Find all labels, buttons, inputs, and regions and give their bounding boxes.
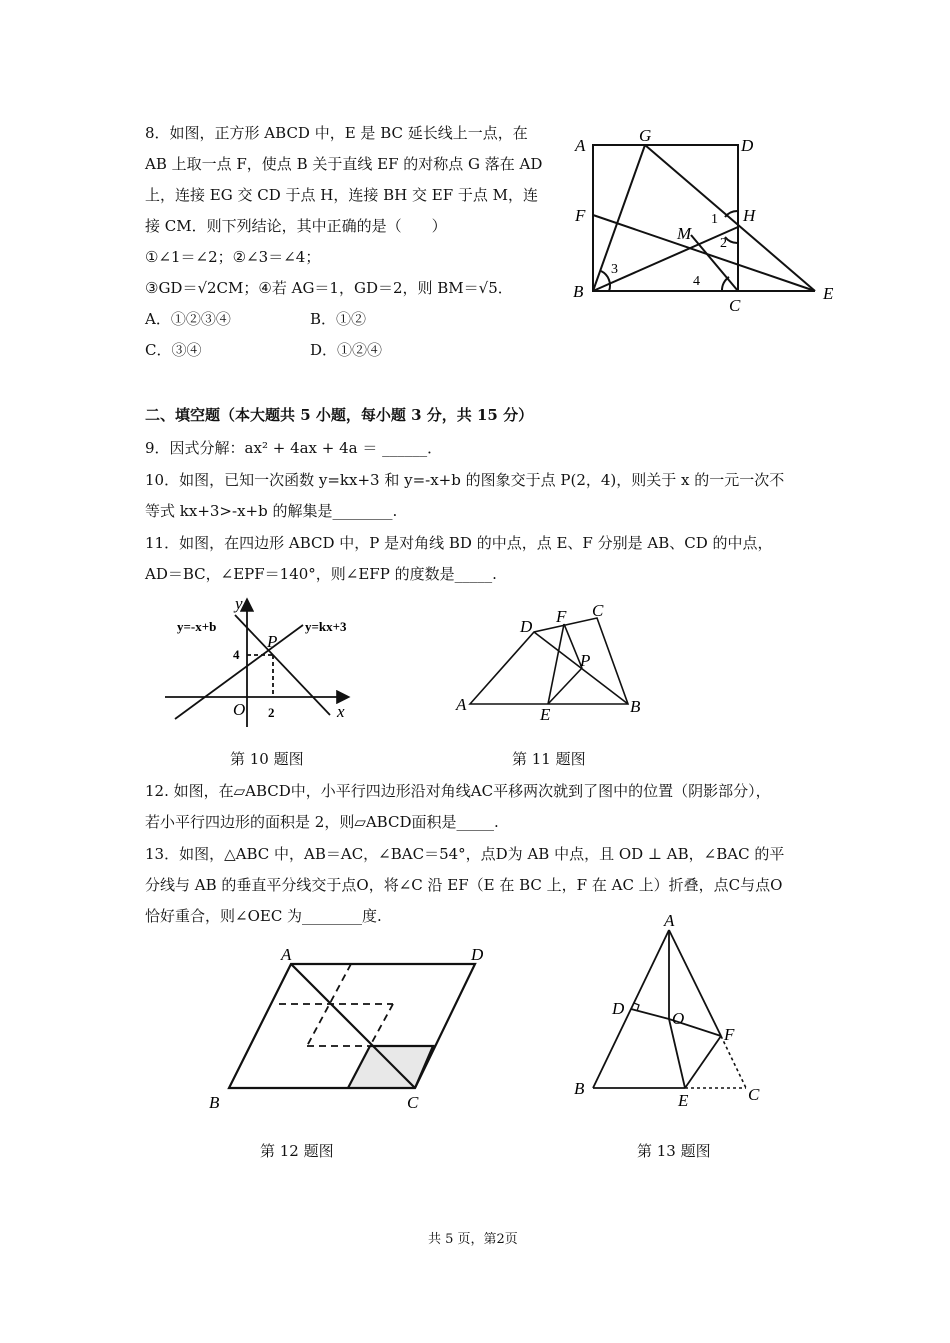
q8-angle-1: 1 <box>711 212 718 227</box>
q13-line-3: 恰好重合，则∠OEC 为________度. <box>145 907 382 925</box>
q13-line-2: 分线与 AB 的垂直平分线交于点O，将∠C 沿 EF（E 在 BC 上，F 在 AC 上）折叠，点C与点O <box>145 876 783 894</box>
q8-label-g: G <box>639 126 652 145</box>
q8-angle-4: 4 <box>693 274 700 289</box>
q8-line-4: 接 CM．则下列结论，其中正确的是（ ） <box>145 217 447 235</box>
q12-label-d: D <box>471 945 484 964</box>
q10-label-p: P <box>267 632 278 651</box>
q8-line-3: 上，连接 EG 交 CD 于点 H，连接 BH 交 EF 于点 M，连 <box>145 186 539 204</box>
q8-line-5: ①∠1＝∠2；②∠3＝∠4； <box>145 248 321 266</box>
q9-text: 9．因式分解：ax² + 4ax + 4a ＝ ______． <box>145 439 443 457</box>
q13-caption: 第 13 题图 <box>637 1142 711 1160</box>
q8-line-1: 8．如图，正方形 ABCD 中，E 是 BC 延长线上一点，在 <box>145 124 528 142</box>
q12-label-b: B <box>209 1093 220 1112</box>
section2-title: 二、填空题（本大题共 5 小题，每小题 3 分，共 15 分） <box>145 406 534 424</box>
q11-line-1: 11．如图，在四边形 ABCD 中，P 是对角线 BD 的中点，点 E、F 分别是 AB、CD 的中点， <box>145 534 773 552</box>
q8-option-b: B．①② <box>310 310 367 328</box>
q8-figure <box>565 125 855 315</box>
q8-angle-3: 3 <box>611 262 618 277</box>
q13-label-o: O <box>672 1009 685 1028</box>
q12-figure <box>205 938 505 1113</box>
q11-caption: 第 11 题图 <box>512 750 586 768</box>
q13-label-d: D <box>612 999 625 1018</box>
q11-label-c: C <box>592 601 604 620</box>
q11-line-2: AD＝BC，∠EPF＝140°，则∠EFP 的度数是_____. <box>145 565 497 583</box>
q13-label-f: F <box>724 1025 735 1044</box>
q10-caption: 第 10 题图 <box>230 750 304 768</box>
q10-label-4: 4 <box>233 647 240 662</box>
q13-label-e: E <box>678 1091 689 1110</box>
q11-label-d: D <box>520 617 533 636</box>
q8-option-d: D．①②④ <box>310 341 383 359</box>
q12-line-1: 12. 如图，在▱ABCD中，小平行四边形沿对角线AC平移两次就到了图中的位置（阴影部分）， <box>145 782 771 800</box>
q13-line-1: 13．如图，△ABC 中，AB＝AC，∠BAC＝54°，点D为 AB 中点，且 OD ⊥ AB，∠BAC 的平 <box>145 845 785 863</box>
q8-label-c: C <box>729 296 741 315</box>
q8-line-6: ③GD＝√2CM；④若 AG＝1，GD＝2，则 BM＝√5． <box>145 279 513 297</box>
q11-label-a: A <box>456 695 467 714</box>
q10-line-2: 等式 kx+3>-x+b 的解集是________. <box>145 502 398 520</box>
q8-label-d: D <box>741 136 754 155</box>
q8-label-h: H <box>743 206 756 225</box>
q10-label-line2: y=kx+3 <box>305 619 347 634</box>
q8-line-2: AB 上取一点 F，使点 B 关于直线 EF 的对称点 G 落在 AD <box>145 155 543 173</box>
q10-label-y: y <box>235 594 243 613</box>
q13-figure <box>570 910 780 1110</box>
q12-caption: 第 12 题图 <box>260 1142 334 1160</box>
q13-label-b: B <box>574 1079 585 1098</box>
q12-label-c: C <box>407 1093 419 1112</box>
q10-line-1: 10．如图，已知一次函数 y=kx+3 和 y=-x+b 的图象交于点 P(2，4)，则关于 x 的一元一次不 <box>145 471 785 489</box>
q10-label-o: O <box>233 700 246 719</box>
q12-line-2: 若小平行四边形的面积是 2，则▱ABCD面积是_____. <box>145 813 499 831</box>
q11-label-p: P <box>580 651 591 670</box>
q10-label-x: x <box>337 702 345 721</box>
q11-figure <box>452 602 652 722</box>
q11-label-b: B <box>630 697 641 716</box>
q8-label-e: E <box>823 284 834 303</box>
page-footer: 共 5 页，第2页 <box>428 1232 518 1247</box>
q8-label-m: M <box>677 224 692 243</box>
q8-option-a: A．①②③④ <box>145 310 231 328</box>
q8-label-b: B <box>573 282 584 301</box>
q13-label-a: A <box>664 911 675 930</box>
q8-label-a: A <box>575 136 586 155</box>
q8-option-c: C．③④ <box>145 341 202 359</box>
q13-label-c: C <box>748 1085 760 1104</box>
q11-label-e: E <box>540 705 551 724</box>
q8-label-f: F <box>575 206 586 225</box>
q10-label-2: 2 <box>268 705 275 720</box>
q10-figure <box>165 595 365 730</box>
q11-label-f: F <box>556 607 567 626</box>
q10-label-line1: y=-x+b <box>177 619 217 634</box>
q12-label-a: A <box>281 945 292 964</box>
q8-angle-2: 2 <box>720 236 727 251</box>
